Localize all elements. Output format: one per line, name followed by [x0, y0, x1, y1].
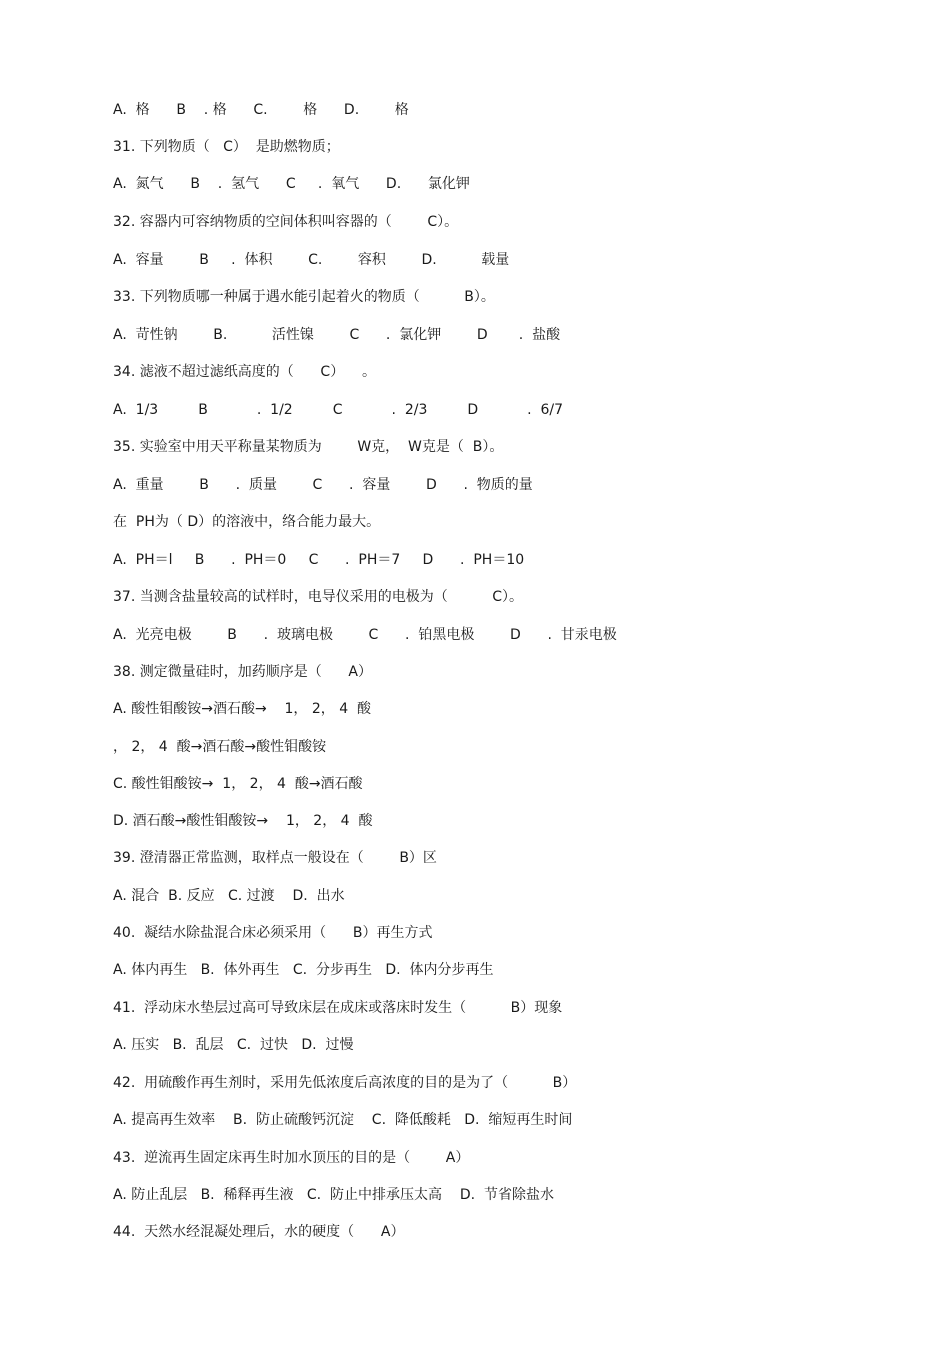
option-38-d: D. 酒石酸→酸性钼酸铵→ 1， 2， 4 酸 [113, 813, 373, 829]
options-39: A. 混合 B. 反应 C. 过渡 D. 出水 [113, 888, 345, 904]
options-43: A. 防止乱层 B. 稀释再生液 C. 防止中排承压太高 D. 节省除盐水 [113, 1187, 554, 1203]
question-31: 31. 下列物质（ C） 是助燃物质； [113, 139, 340, 155]
options-31: A. 氮气 B . 氢气 C . 氧气 D. 氯化钾 [113, 176, 470, 192]
option-38-b: ， 2， 4 酸→酒石酸→酸性钼酸铵 [113, 739, 327, 755]
options-42: A. 提高再生效率 B. 防止硫酸钙沉淀 C. 降低酸耗 D. 缩短再生时间 [113, 1112, 573, 1128]
question-40: 40. 凝结水除盐混合床必须采用（ B）再生方式 [113, 925, 433, 941]
question-34: 34. 滤液不超过滤纸高度的（ C） 。 [113, 364, 376, 380]
options-35: A. 重量 B . 质量 C . 容量 D . 物质的量 [113, 477, 533, 493]
question-32: 32. 容器内可容纳物质的空间体积叫容器的（ C）。 [113, 214, 459, 230]
options-33: A. 苛性钠 B. 活性镍 C . 氯化钾 D . 盐酸 [113, 327, 561, 343]
question-36: 在 PH为（ D）的溶液中，络合能力最大。 [113, 514, 381, 530]
question-42: 42. 用硫酸作再生剂时，采用先低浓度后高浓度的目的是为了（ B） [113, 1075, 577, 1091]
option-38-a: A. 酸性钼酸铵→酒石酸→ 1， 2， 4 酸 [113, 701, 372, 717]
options-32: A. 容量 B . 体积 C. 容积 D. 载量 [113, 252, 510, 268]
options-37: A. 光亮电极 B . 玻璃电极 C . 铂黑电极 D . 甘汞电极 [113, 627, 617, 643]
options-36: A. PH＝l B . PH＝0 C . PH＝7 D . PH＝10 [113, 552, 525, 568]
question-44: 44. 天然水经混凝处理后，水的硬度（ A） [113, 1224, 405, 1240]
options-41: A. 压实 B. 乱层 C. 过快 D. 过慢 [113, 1037, 354, 1053]
question-33: 33. 下列物质哪一种属于遇水能引起着火的物质（ B）。 [113, 289, 495, 305]
question-39: 39. 澄清器正常监测，取样点一般设在（ B）区 [113, 850, 437, 866]
question-43: 43. 逆流再生固定床再生时加水顶压的目的是（ A） [113, 1150, 470, 1166]
options-34: A. 1/3 B . 1/2 C . 2/3 D . 6/7 [113, 402, 564, 418]
question-35: 35. 实验室中用天平称量某物质为 W克， W克是（ B）。 [113, 439, 504, 455]
question-37: 37. 当测含盐量较高的试样时，电导仪采用的电极为（ C）。 [113, 589, 523, 605]
question-41: 41. 浮动床水垫层过高可导致床层在成床或落床时发生（ B）现象 [113, 1000, 563, 1016]
options-40: A. 体内再生 B. 体外再生 C. 分步再生 D. 体内分步再生 [113, 962, 494, 978]
text-line: A. 格 B . 格 C. 格 D. 格 [113, 102, 409, 118]
option-38-c: C. 酸性钼酸铵→ 1， 2， 4 酸→酒石酸 [113, 776, 363, 792]
question-38: 38. 测定微量硅时，加药顺序是（ A） [113, 664, 372, 680]
